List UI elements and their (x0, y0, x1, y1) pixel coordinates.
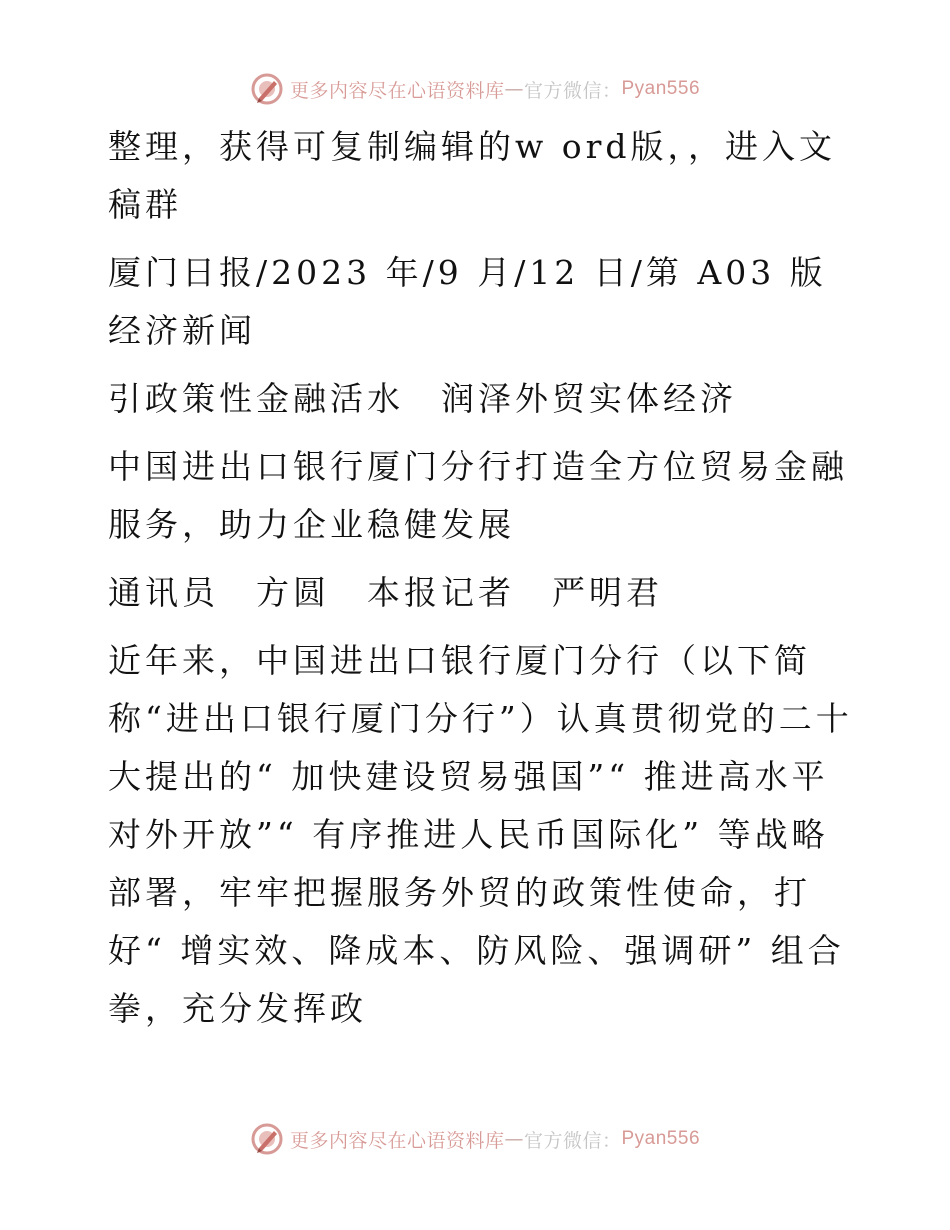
watermark-main-text: 更多内容尽在心语资料库 (289, 1129, 505, 1152)
source-line: 厦门日报/2023 年/9 月/12 日/第 A03 版经济新闻 (108, 253, 827, 350)
article-subheadline: 中国进出口银行厦门分行打造全方位贸易金融服务，助力企业稳健发展 (108, 447, 848, 544)
watermark-main-text: 更多内容尽在心语资料库 (289, 79, 505, 102)
pen-seal-icon (250, 72, 284, 106)
footer-watermark (0, 1122, 950, 1156)
article-byline: 通讯员 方圆 本报记者 严明君 (108, 573, 663, 612)
watermark-official-label: 官方微信： (523, 79, 622, 102)
watermark-dash: — (504, 1128, 524, 1150)
document-body (98, 118, 858, 1048)
watermark-wechat-id: Pyan556 (621, 78, 701, 99)
article-body-paragraph: 近年来，中国进出口银行厦门分行（以下简称“进出口银行厦门分行”）认真贯彻党的二十大提出的“ 加快建设贸易强国”“ 推进高水平对外开放”“ 有序推进人民币国际化” 等战略部署，牢牢把握服务外贸的政策性使命，打好“ 增实效、降成本、防风险、强调研” 组合拳，充分发挥政 (108, 641, 853, 1028)
header-watermark (0, 72, 950, 106)
article-headline: 引政策性金融活水 润泽外贸实体经济 (108, 379, 737, 418)
intro-note: 整理，获得可复制编辑的w ord版，，进入文稿群 (108, 127, 837, 224)
watermark-wechat-id: Pyan556 (621, 1128, 701, 1149)
watermark-dash: — (504, 78, 524, 100)
pen-seal-icon (250, 1122, 284, 1156)
watermark-official-label: 官方微信： (523, 1129, 622, 1152)
